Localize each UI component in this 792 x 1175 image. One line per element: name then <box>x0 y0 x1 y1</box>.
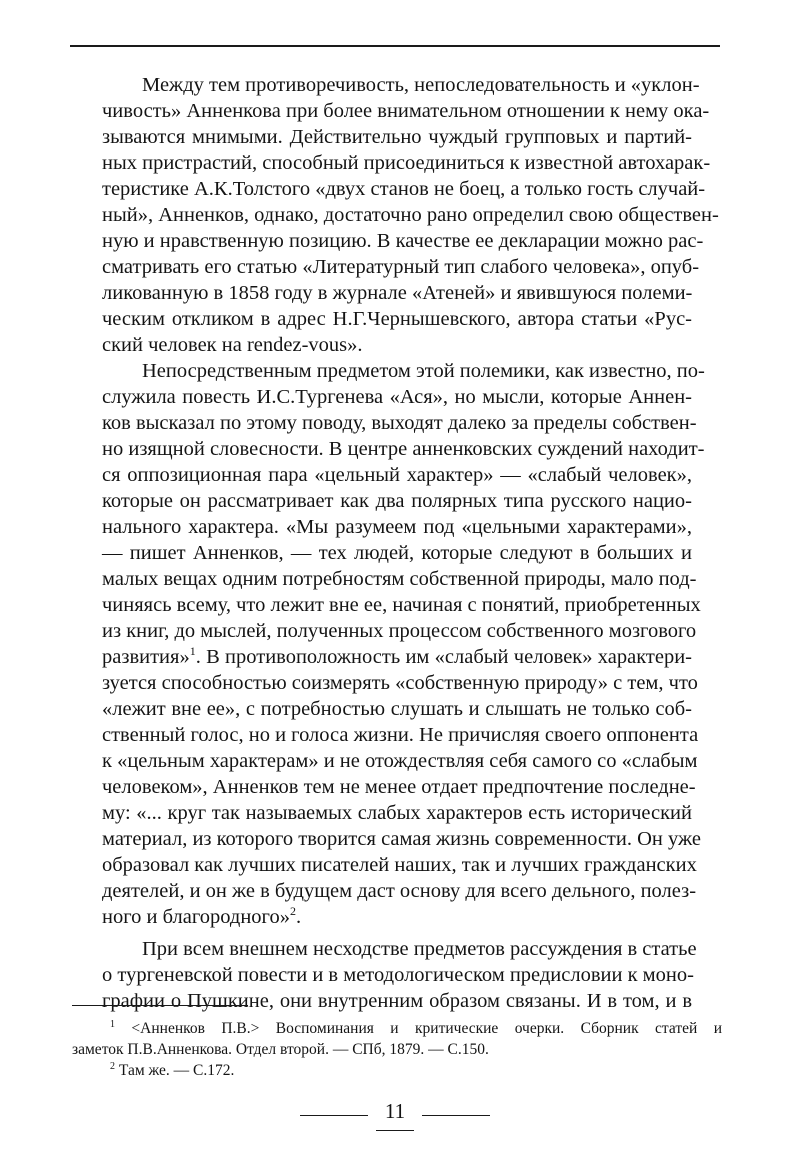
footnote-ref-2[interactable]: 2 <box>289 904 296 918</box>
text-line <box>102 904 692 930</box>
text-line: ков высказал по этому поводу, выходят далеко за пределы собствен- <box>102 412 697 434</box>
page-number-underline <box>376 1130 414 1131</box>
text-line: ный», Анненков, однако, достаточно рано определил свою обществен- <box>102 204 719 226</box>
text-line-spacer <box>102 962 692 988</box>
footnote-1-continued: заметок П.В.Анненкова. Отдел второй. — СПб, 1879. — С.150. <box>72 1041 489 1058</box>
text-line: образовал как лучших писателей наших, так и лучших гражданских <box>102 854 697 876</box>
text-line: графии о Пушкине, они внутренним образом связаны. И в том, и в <box>102 990 692 1012</box>
text-line: ственный голос, но и голоса жизни. Не причисляя своего оппонента <box>102 724 699 746</box>
text-line: деятелей, и он же в будущем даст основу для всего дельного, полез- <box>102 880 697 902</box>
text-line: му: «... круг так называемых слабых характеров есть исторический <box>102 802 692 824</box>
footnote-mark-1: 1 <box>110 1019 115 1030</box>
text-segment: . В противоположность им «слабый человек» характери- <box>195 646 692 668</box>
text-line: чивость» Анненкова при более внимательном отношении к нему ока- <box>102 100 710 122</box>
page-number: 11 <box>384 1099 406 1123</box>
text-segment: . <box>295 906 302 928</box>
footnote-ref-1[interactable]: 1 <box>189 644 196 658</box>
text-line: служила повесть И.С.Тургенева «Ася», но мысли, которые Аннен- <box>102 386 692 408</box>
footnote-2 <box>110 1061 234 1081</box>
text-line: ных пристрастий, способный присоединиться к известной автохарак- <box>102 152 711 174</box>
footnote-1 <box>110 1019 722 1039</box>
text-line: которые он рассматривает как два полярных типа русского нацио- <box>102 490 692 512</box>
text-line: Между тем противоречивость, непоследовательность и «уклон- <box>142 74 700 96</box>
text-line: нального характера. «Мы разумеем под «цельными характерами», <box>102 516 692 538</box>
footnote-2-text: Там же. — С.172. <box>118 1062 235 1079</box>
text-line: При всем внешнем несходстве предметов рассуждения в статье <box>142 938 697 960</box>
text-line: сматривать его статью «Литературный тип слабого человека», опуб- <box>102 256 700 278</box>
text-line: из книг, до мыслей, полученных процессом собственного мозгового <box>102 620 697 642</box>
text-line: ную и нравственную позицию. В качестве ее декларации можно рас- <box>102 230 704 252</box>
footnote-1-text: <Анненков П.В.> Воспоминания и критические очерки. Сборник статей и <box>131 1020 723 1037</box>
text-line: зываются мнимыми. Действительно чуждый групповых и партий- <box>102 126 692 148</box>
footnote-separator <box>72 1005 248 1006</box>
text-line: человеком», Анненков тем не менее отдает предпочтение последне- <box>102 776 696 798</box>
page-footer <box>300 1098 490 1138</box>
page-number-rule-right <box>422 1115 490 1116</box>
footnote-mark-2: 2 <box>110 1061 115 1072</box>
page-number-rule-left <box>300 1115 368 1116</box>
text-line: ский человек на rendez-vous». <box>102 334 363 356</box>
text-segment: ного и благородного» <box>102 906 290 928</box>
header-rule <box>70 45 720 47</box>
text-line: о тургеневской повести и в методологическом предисловии к моно- <box>102 964 694 986</box>
text-line: теристике А.К.Толстого «двух станов не боец, а только гость случай- <box>102 178 706 200</box>
text-line: материал, из которого творится самая жизнь современности. Он уже <box>102 828 701 850</box>
text-line: Непосредственным предметом этой полемики, как известно, по- <box>142 360 705 382</box>
text-line: «лежит вне ее», с потребностью слушать и слышать не только соб- <box>102 698 692 720</box>
text-line: к «цельным характерам» и не отождествляя себя самого со «слабым <box>102 750 698 772</box>
text-line: ческим откликом в адрес Н.Г.Чернышевского, автора статьи «Рус- <box>102 308 692 330</box>
text-segment: развития» <box>102 646 190 668</box>
text-line: — пишет Анненков, — тех людей, которые следуют в больших и <box>102 542 692 564</box>
text-line: ликованную в 1858 году в журнале «Атеней» и явившуюся полеми- <box>102 282 693 304</box>
text-line <box>102 644 692 670</box>
text-line: чиняясь всему, что лежит вне ее, начиная с понятий, приобретенных <box>102 594 701 616</box>
text-line: ся оппозиционная пара «цельный характер» — «слабый человек», <box>102 464 692 486</box>
text-line: малых вещах одним потребностям собственной природы, мало под- <box>102 568 697 590</box>
text-line: но изящной словесности. В центре анненковских суждений находит- <box>102 438 705 460</box>
text-line: зуется способностью соизмерять «собственную природу» с тем, что <box>102 672 698 694</box>
